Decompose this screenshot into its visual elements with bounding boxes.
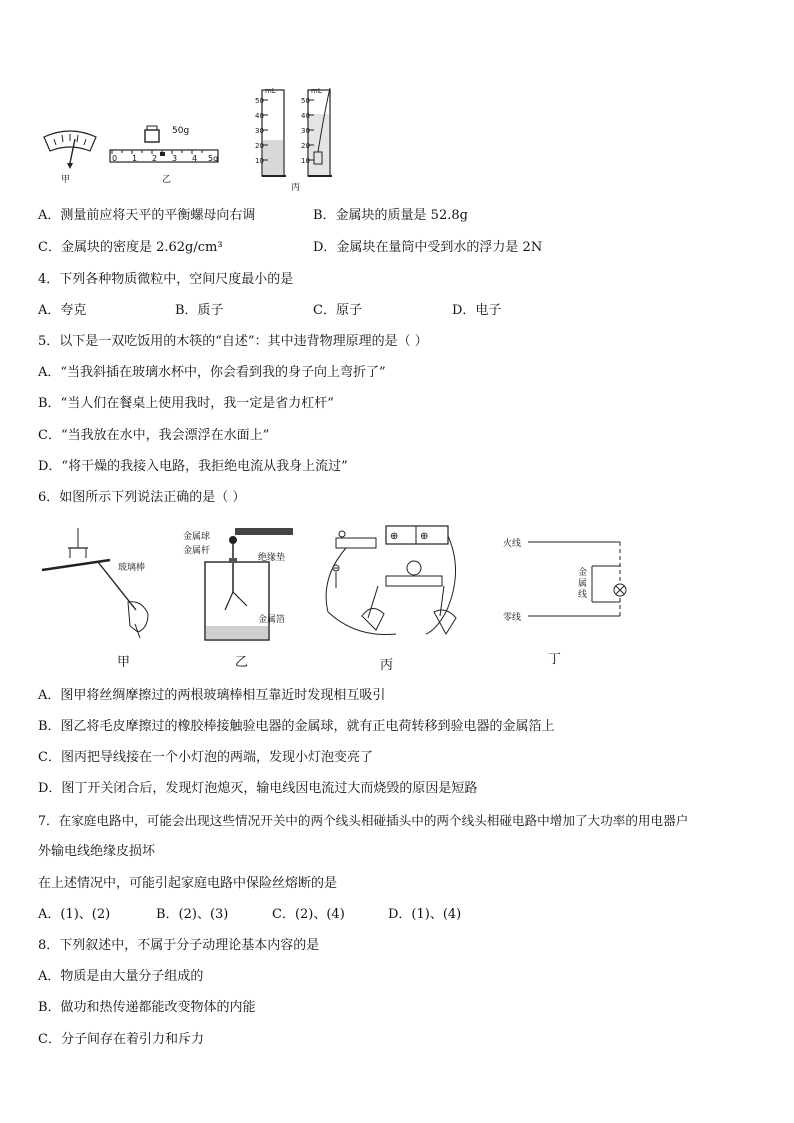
glass-rod-experiment-icon: [40, 528, 160, 638]
q4-option-b: B．质子: [175, 303, 224, 318]
q8-option-b: B．做功和热传递都能改变物体的内能: [38, 1000, 256, 1015]
ruler-icon: [110, 150, 220, 166]
q6-option-d: D．图丁开关闭合后，发现灯泡熄灭，输电线因电流过大而烧毁的原因是短路: [38, 781, 478, 796]
metal-rod-label: 金属杆: [183, 546, 211, 556]
weight-icon: [143, 124, 163, 144]
q5-stem: 5．以下是一双吃饭用的木筷的“自述”：其中违背物理原理的是（ ）: [38, 334, 428, 349]
q5-option-c: C．“当我放在水中，我会漂浮在水面上”: [38, 428, 270, 443]
q6-option-b: B．图乙将毛皮摩擦过的橡胶棒接触验电器的金属球，就有正电荷转移到验电器的金属箔上: [38, 719, 555, 734]
q3-option-d: D．金属块在量筒中受到水的浮力是 2N: [313, 240, 543, 255]
metal-wire-label: 金属线: [578, 568, 588, 600]
fig1-label-bing: 丙: [291, 183, 301, 193]
metal-foil-label: 金属箔: [258, 615, 286, 625]
q7-option-d: D．(1)、(4): [388, 907, 462, 922]
q5-option-d: D．“将干燥的我接入电路，我拒绝电流从我身上流过”: [38, 459, 348, 474]
q6-option-c: C．图丙把导线接在一个小灯泡的两端，发现小灯泡变亮了: [38, 750, 373, 765]
q8-stem: 8．下列叙述中，不属于分子动理论基本内容的是: [38, 938, 320, 953]
q6-option-a: A．图甲将丝绸摩擦过的两根玻璃棒相互靠近时发现相互吸引: [38, 688, 386, 703]
q3-option-b: B．金属块的质量是 52.8g: [313, 208, 468, 223]
q4-option-a: A．夸克: [38, 303, 87, 318]
fig1-label-jia: 甲: [61, 175, 71, 185]
fig1-label-yi: 乙: [162, 175, 172, 185]
q4-stem: 4．下列各种物质微粒中，空间尺度最小的是: [38, 272, 294, 287]
fig6-label-ding: 丁: [548, 652, 562, 667]
q8-option-c: C．分子间存在着引力和斥力: [38, 1032, 204, 1047]
live-wire-label: 火线: [503, 539, 522, 549]
metal-ball-label: 金属球: [183, 532, 211, 542]
q3-option-a: A．测量前应将天平的平衡螺母向右调: [38, 208, 256, 223]
fig6-label-jia: 甲: [117, 655, 131, 670]
q7-stem-line3: 在上述情况中，可能引起家庭电路中保险丝熔断的是: [38, 876, 338, 891]
insulator-label: 绝缘垫: [258, 553, 286, 563]
fig6-label-yi: 乙: [235, 655, 249, 670]
electroscope-icon: [195, 522, 305, 642]
q6-stem: 6．如图所示下列说法正确的是（ ）: [38, 490, 246, 505]
q8-option-a: A．物质是由大量分子组成的: [38, 969, 204, 984]
q7-option-b: B．(2)、(3): [156, 907, 229, 922]
weight-label: 50g: [172, 126, 190, 136]
q7-option-c: C．(2)、(4): [272, 907, 345, 922]
svg-text:⊕: ⊕: [390, 531, 399, 542]
svg-text:⊕: ⊕: [420, 531, 429, 542]
q7-stem-line2: 外输电线绝缘皮损坏: [38, 844, 156, 859]
bulb-circuit-icon: [316, 522, 466, 648]
neutral-wire-label: 零线: [503, 613, 522, 623]
q5-option-a: A．“当我斜插在玻璃水杯中，你会看到我的身子向上弯折了”: [38, 365, 386, 380]
balance-dial-icon: [40, 125, 100, 175]
q4-option-d: D．电子: [452, 303, 502, 318]
fig6-label-bing: 丙: [380, 658, 394, 673]
q4-option-c: C．原子: [313, 303, 362, 318]
q5-option-b: B．“当人们在餐桌上使用我时，我一定是省力杠杆”: [38, 396, 334, 411]
q7-stem-line1: 7．在家庭电路中，可能会出现这些情况开关中的两个线头相碰插头中的两个线头相碰电路中增加了大功率的用电器户: [38, 813, 689, 828]
q3-option-c: C．金属块的密度是 2.62g/cm³: [38, 240, 223, 255]
q7-option-a: A．(1)、(2): [38, 907, 111, 922]
glass-rod-label: 玻璃棒: [118, 563, 146, 573]
